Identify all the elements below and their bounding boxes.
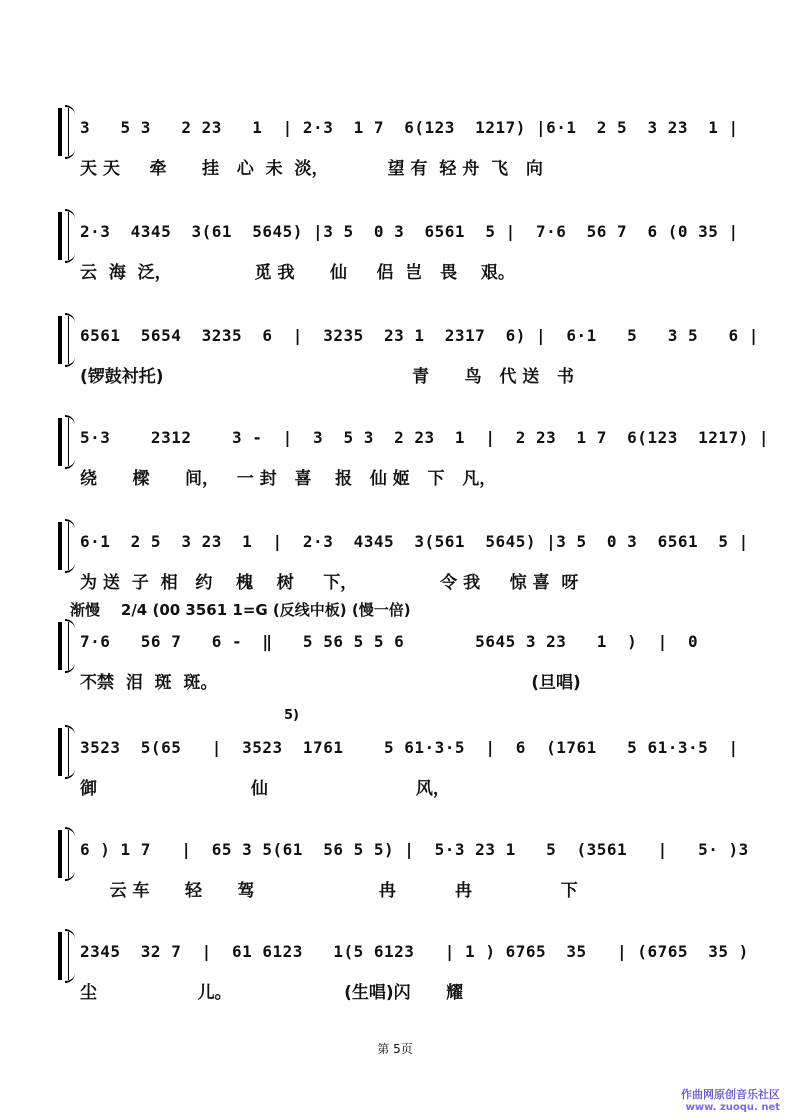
tempo-marking: 渐慢 2/4 (00 3561 1=G (反线中板) (慢一倍) <box>70 601 411 619</box>
system-line <box>68 622 69 670</box>
notation-line: 3 5 3 2 23 1 | 2·3 1 7 6(123 1217) |6·1 2 5 3 23 1 | <box>80 118 739 137</box>
system-bracket <box>58 316 66 364</box>
system-bracket <box>58 728 66 776</box>
notation-line: 2·3 4345 3(61 5645) |3 5 0 3 6561 5 | 7·6 56 7 6 (0 35 | <box>80 222 739 241</box>
lyrics-line: 尘 儿。 (生唱)闪 耀 <box>80 983 464 1003</box>
watermark <box>681 1086 780 1113</box>
system-bracket <box>58 418 66 466</box>
notation-line: 2345 32 7 | 61 6123 1(5 6123 | 1 ) 6765 35 | (6765 35 ) <box>80 942 749 961</box>
system-line <box>68 212 69 260</box>
system-bracket <box>58 108 66 156</box>
notation-line: 6561 5654 3235 6 | 3235 23 1 2317 6) | 6·1 5 3 5 6 | <box>80 326 759 345</box>
page-number: 第 5页 <box>377 1042 413 1056</box>
system-bracket <box>58 932 66 980</box>
lyrics-line: 绕 樑 间， 一 封 喜 报 仙 姬 下 凡， <box>80 469 497 489</box>
system-bracket <box>58 830 66 878</box>
lyrics-line: 天 天 牵 挂 心 未 淡， 望 有 轻 舟 飞 向 <box>80 159 543 179</box>
notation-line: 6·1 2 5 3 23 1 | 2·3 4345 3(561 5645) |3 5 0 3 6561 5 | <box>80 532 749 551</box>
system-line <box>68 932 69 980</box>
system-line <box>68 728 69 776</box>
lyrics-line: 御 仙 风， <box>80 779 450 799</box>
score-system-2 <box>58 212 739 322</box>
score-system-4 <box>58 418 770 528</box>
lyrics-line: 不禁 泪 斑 斑。 (旦唱) <box>80 673 581 693</box>
system-bracket <box>58 522 66 570</box>
notation-line: 5·3 2312 3 - | 3 5 3 2 23 1 | 2 23 1 7 6(123 1217) | <box>80 428 770 447</box>
lyrics-line: 为 送 子 相 约 槐 树 下， 令 我 惊 喜 呀 <box>80 573 579 593</box>
watermark-title: 作曲网原创音乐社区 <box>681 1088 780 1101</box>
lyrics-line: (锣鼓衬托) 青 鸟 代 送 书 <box>80 367 575 387</box>
score-system-9 <box>58 932 749 1042</box>
system-bracket <box>58 622 66 670</box>
score-system-6 <box>58 622 726 732</box>
notation-line: 7·6 56 7 6 - ‖ 5 56 5 5 6 5645 3 23 1 ) | 0 <box>80 632 699 651</box>
system-bracket <box>58 212 66 260</box>
watermark-url: www. zuoqu. net <box>685 1102 780 1113</box>
score-system-1 <box>58 108 739 218</box>
notation-line: 3523 5(65 | 3523 1761 5 61·3·5 | 6 (1761 5 61·3·5 | <box>80 738 739 757</box>
lyrics-line: 云 海 泛， 觅 我 仙 侣 岂 畏 艰。 <box>80 263 515 283</box>
score-system-3 <box>58 316 759 426</box>
system-line <box>68 522 69 570</box>
notation-line: 6 ) 1 7 | 65 3 5(61 56 5 5) | 5·3 23 1 5 (3561 | 5· )3 <box>80 840 749 859</box>
score-system-7 <box>58 728 739 838</box>
system-line <box>68 108 69 156</box>
system-line <box>68 830 69 878</box>
side-note: 5) <box>284 708 299 723</box>
system-line <box>68 418 69 466</box>
score-system-8 <box>58 830 749 940</box>
lyrics-line: 云 车 轻 驾 冉 冉 下 <box>80 881 578 901</box>
system-line <box>68 316 69 364</box>
